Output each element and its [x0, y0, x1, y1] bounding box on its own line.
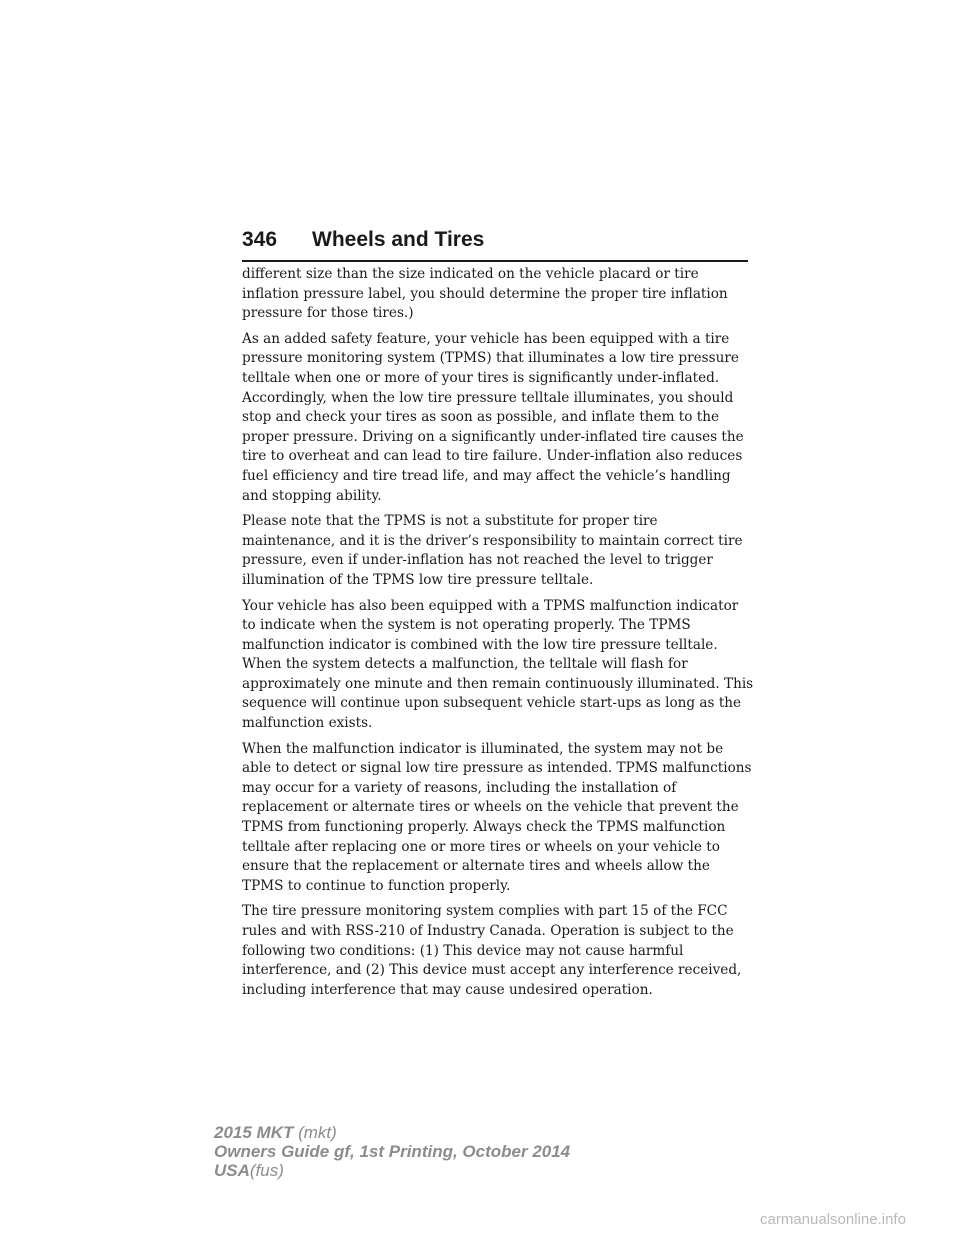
- body-text: [242, 265, 754, 1006]
- paragraph: When the malfunction indicator is illuminated, the system may not be able to detect or signal low tire pressure as intended. TPMS malfunctions may occur for a variety of reasons, including the installation of replacement or alternate tires or wheels on the vehicle that prevent the TPMS from functioning properly. Always check the TPMS malfunction telltale after replacing one or more tires or wheels on your vehicle to ensure that the replacement or alternate tires and wheels allow the TPMS to continue to function properly.: [242, 740, 752, 894]
- footer-line-model: [214, 1123, 570, 1142]
- paragraph: different size than the size indicated on the vehicle placard or tire inflation pressure label, you should determine the proper tire inflation pressure for those tires.): [242, 266, 728, 322]
- footer-market: USA: [214, 1161, 250, 1180]
- paragraph: The tire pressure monitoring system complies with part 15 of the FCC rules and with RSS-210 of Industry Canada. Operation is subject to the following two conditions: (1) This device may not cause harmful interference, and (2) This device must accept any interference received, including interference that may cause undesired operation.: [242, 903, 742, 998]
- footer-line-market: [214, 1161, 570, 1180]
- paragraph: As an added safety feature, your vehicle has been equipped with a tire pressure monitoring system (TPMS) that illuminates a low tire pressure telltale when one or more of your tires is significantly under-inflated. Accordingly, when the low tire pressure telltale illuminates, you should stop and check your tires as soon as possible, and inflate them to the proper pressure. Driving on a significantly under-inflated tire causes the tire to overheat and can lead to tire failure. Under-inflation also reduces fuel efficiency and tire tread life, and may affect the vehicle’s handling and stopping ability.: [242, 330, 744, 504]
- paragraph: Please note that the TPMS is not a substitute for proper tire maintenance, and it is the driver’s responsibility to maintain correct tire pressure, even if under-inflation has not reached the level to trigger illumination of the TPMS low tire pressure telltale.: [242, 513, 743, 588]
- header-rule: [242, 260, 748, 262]
- footer-line-printing: [214, 1142, 570, 1161]
- paragraph: Your vehicle has also been equipped with a TPMS malfunction indicator to indicate when the system is not operating properly. The TPMS malfunction indicator is combined with the low tire pressure telltale. When the system detects a malfunction, the telltale will flash for approximately one minute and then remain continuously illuminated. This sequence will continue upon subsequent vehicle start-ups as long as the malfunction exists.: [242, 597, 754, 732]
- footer-printing: Owners Guide gf, 1st Printing, October 2014: [214, 1142, 571, 1161]
- watermark: carmanualsonline.info: [760, 1211, 906, 1228]
- section-title: Wheels and Tires: [312, 228, 485, 251]
- print-footer: [214, 1123, 570, 1180]
- footer-model-code: (mkt): [298, 1123, 337, 1142]
- page-header: [242, 228, 748, 252]
- footer-market-code: (fus): [249, 1161, 284, 1180]
- footer-model: 2015 MKT: [214, 1123, 294, 1142]
- page-number: 346: [242, 228, 278, 251]
